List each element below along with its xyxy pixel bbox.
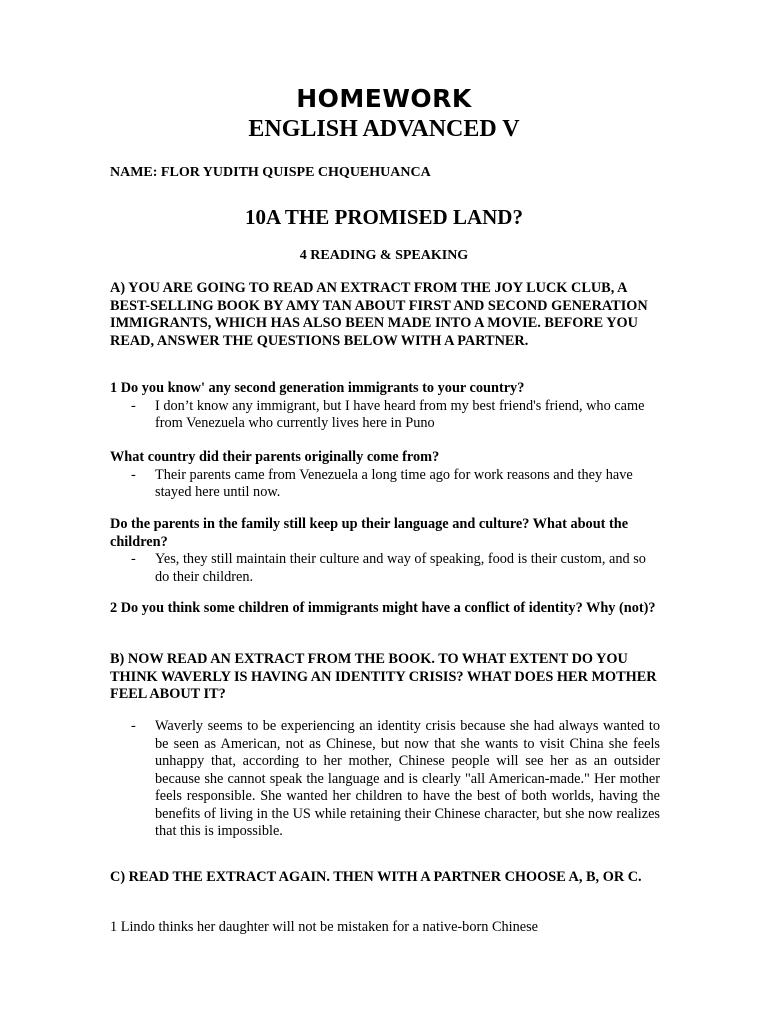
instruction-c: C) READ THE EXTRACT AGAIN. THEN WITH A PARTNER CHOOSE A, B, OR C. xyxy=(110,869,642,885)
unit-title: 10A THE PROMISED LAND? xyxy=(245,205,523,229)
question-1: 1 Do you know' any second generation immigrants to your country? xyxy=(110,380,525,396)
answer-2-text: Their parents came from Venezuela a long time ago for work reasons and they have stayed here until now. xyxy=(155,466,633,500)
answer-b xyxy=(110,718,660,841)
answer-3 xyxy=(110,551,660,586)
course-title: ENGLISH ADVANCED V xyxy=(248,116,520,142)
question-3: Do the parents in the family still keep up their language and culture? What about the children? xyxy=(110,516,629,550)
question-2: What country did their parents originally come from? xyxy=(110,449,440,465)
instruction-b: B) NOW READ AN EXTRACT FROM THE BOOK. TO WHAT EXTENT DO YOU THINK WAVERLY IS HAVING AN IDENTITY CRISIS? WHAT DOES HER MOTHER FEEL ABOUT IT? xyxy=(110,651,657,702)
answer-2 xyxy=(110,467,660,502)
answer-b-bullet xyxy=(110,718,660,841)
document-title: HOMEWORK xyxy=(296,84,472,113)
answer-3-text: Yes, they still maintain their culture and way of speaking, food is their custom, and so do their children. xyxy=(155,551,646,585)
answer-1-text: I don’t know any immigrant, but I have heard from my best friend's friend, who came from Venezuela who currently lives here in Puno xyxy=(155,397,645,431)
question-block-1 xyxy=(110,380,660,433)
item-c1: 1 Lindo thinks her daughter will not be mistaken for a native-born Chinese xyxy=(110,919,539,935)
question-4: 2 Do you think some children of immigrants might have a conflict of identity? Why (not)? xyxy=(110,600,656,616)
answer-b-text: Waverly seems to be experiencing an identity crisis because she had always wanted to be seen as American, not as Chinese, but now that she wants to visit China she feels unhappy that, according to her mother, Chinese people will see her as an outsider because she cannot speak the language and is clearly "all American-made." Her mother feels responsible. She wanted her children to have the best of both worlds, having the benefits of living in the US while retaining their Chinese character, but she now realizes that this is impossible. xyxy=(155,718,660,839)
instruction-a: A) YOU ARE GOING TO READ AN EXTRACT FROM THE JOY LUCK CLUB, A BEST-SELLING BOOK BY AMY TAN ABOUT FIRST AND SECOND GENERATION IMMIGRANTS, WHICH HAS ALSO BEEN MADE INTO A MOVIE. BEFORE YOU READ, ANSWER THE QUESTIONS BELOW WITH A PARTNER. xyxy=(110,280,648,349)
bullet-dash: - xyxy=(131,466,136,483)
bullet-dash: - xyxy=(131,551,136,567)
answer-1 xyxy=(110,398,660,433)
question-block-3 xyxy=(110,516,660,586)
bullet-dash: - xyxy=(131,718,136,734)
student-name: NAME: FLOR YUDITH QUISPE CHQUEHUANCA xyxy=(110,165,431,180)
question-block-2 xyxy=(110,449,660,502)
section-label: 4 READING & SPEAKING xyxy=(299,248,469,263)
bullet-dash: - xyxy=(131,397,136,414)
